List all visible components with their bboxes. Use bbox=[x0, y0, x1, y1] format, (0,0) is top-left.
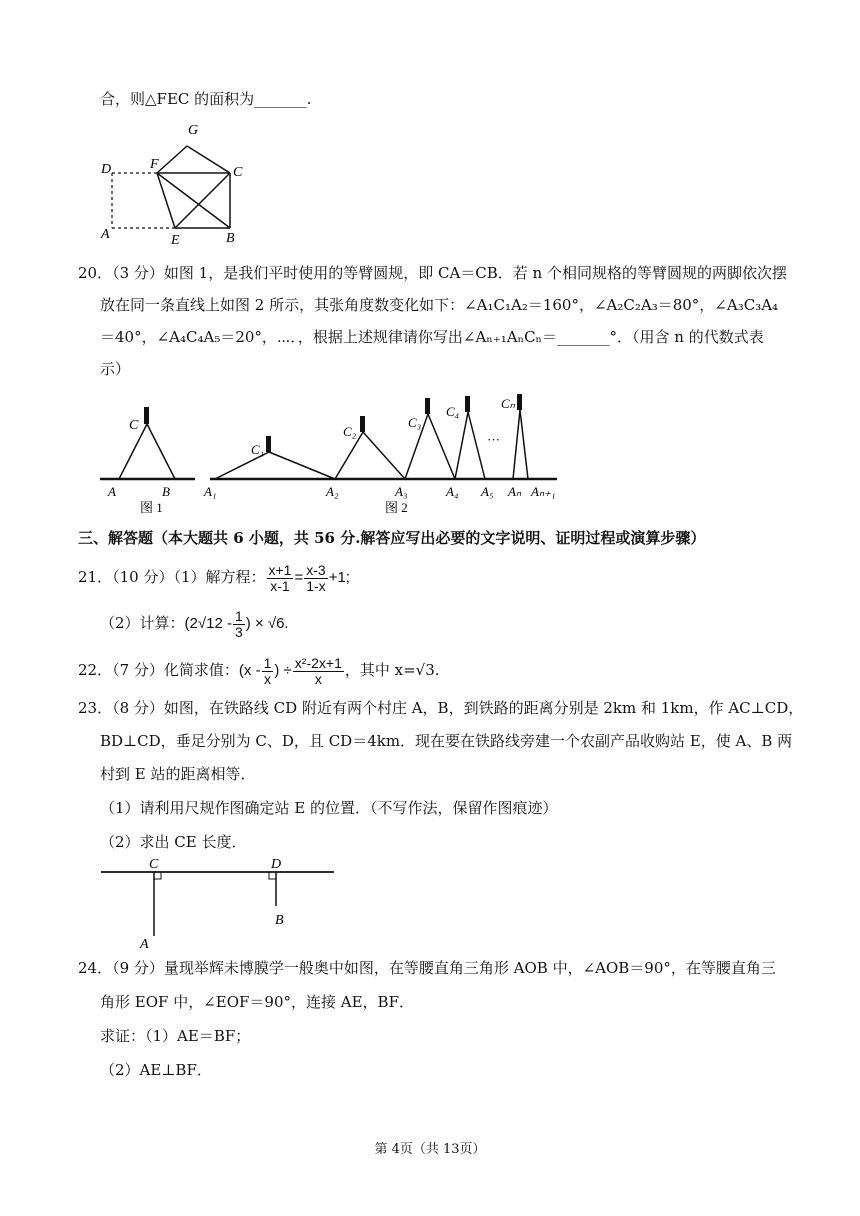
q21-tail: +1; bbox=[328, 569, 350, 586]
q20-line4: 示） bbox=[100, 360, 131, 378]
q20-line1: 20．（3 分）如图 1，是我们平时使用的等臂圆规，即 CA＝CB．若 n 个相同规格的等臂圆规的两脚依次摆 bbox=[78, 264, 787, 282]
fig2-ellipsis: ··· bbox=[487, 432, 500, 447]
q21-part1 bbox=[78, 562, 350, 594]
fig1-label-b: B bbox=[162, 484, 170, 499]
fig2-label-an1: Aₙ₊₁ bbox=[531, 484, 556, 499]
q23-line1: 23．（8 分）如图，在铁路线 CD 附近有两个村庄 A，B，到铁路的距离分别是 2km 和 1km，作 AC⊥CD， bbox=[78, 699, 804, 717]
q23-p1: （1）请利用尺规作图确定站 E 的位置．（不写作法，保留作图痕迹） bbox=[100, 799, 558, 817]
q20-line2: 放在同一条直线上如图 2 所示，其张角度数变化如下：∠A₁C₁A₂＝160°，∠A₂C₂A₃＝80°，∠A₃C₃A₄ bbox=[100, 296, 779, 314]
q22-frac2: $\frac{\text{x²-2x+1}}{x}$ bbox=[294, 654, 342, 687]
q23-p2: （2）求出 CE 长度． bbox=[100, 833, 247, 851]
fig2-label-c2: C₂ bbox=[343, 424, 357, 439]
q23-label-d: D bbox=[271, 857, 282, 872]
fig19-diagram bbox=[95, 118, 255, 248]
q21-frac2: $\frac{x-3}{1-x}$ bbox=[306, 561, 326, 594]
q21-p2prefix: （2）计算： bbox=[100, 614, 185, 632]
q23-label-c: C bbox=[149, 857, 159, 872]
q23-label-a: A bbox=[140, 937, 149, 952]
q22-expr-b: ) ÷ bbox=[274, 662, 292, 679]
q19-tail: 合，则△FEC 的面积为_______. bbox=[100, 90, 312, 108]
q21-eq: = bbox=[294, 569, 304, 586]
q22-prefix: 22．（7 分）化简求值： bbox=[78, 661, 239, 679]
fig2-label-c1: C₁ bbox=[251, 442, 265, 457]
fig19-label-a: A bbox=[101, 227, 110, 242]
fig2-label-an: Aₙ bbox=[508, 484, 522, 499]
q22-expr-a: (x - bbox=[238, 662, 261, 679]
q21-prefix: 21．（10 分）（1）解方程： bbox=[78, 568, 266, 586]
page-footer: 第 4页（共 13页） bbox=[374, 1142, 486, 1157]
q24-line3: 求证：（1）AE＝BF； bbox=[100, 1027, 251, 1045]
q24-line1: 24．（9 分）量现举辉未博膜学一般奥中如图，在等腰直角三角形 AOB 中，∠AOB＝90°，在等腰直角三 bbox=[78, 959, 776, 977]
fig1-label-a: A bbox=[108, 484, 116, 499]
fig1-caption: 图 1 bbox=[140, 500, 163, 515]
fig19-label-g: G bbox=[188, 123, 199, 138]
section3-title: 三、解答题（本大题共 6 小题，共 56 分.解答应写出必要的文字说明、证明过程或演算步骤） bbox=[78, 529, 706, 547]
q21-frac1: $\frac{x+1}{x-1}$ bbox=[268, 561, 292, 594]
fig19-label-e: E bbox=[171, 233, 180, 248]
fig2-label-cn: Cₙ bbox=[501, 396, 515, 411]
q21-p2frac: $\frac{1}{3}$ bbox=[234, 607, 243, 640]
fig2-label-a5: A₅ bbox=[481, 484, 494, 499]
q24-line4: （2）AE⊥BF． bbox=[100, 1061, 212, 1079]
fig2-label-a1: A₁ bbox=[204, 484, 217, 499]
q21-p2expr-a: (2√12 - bbox=[184, 615, 232, 632]
fig2-label-c4: C₄ bbox=[446, 404, 460, 419]
fig20-diagram bbox=[95, 392, 565, 522]
fig19-label-b: B bbox=[226, 231, 235, 246]
q21-p2expr-b: ) × √6. bbox=[245, 615, 289, 632]
q24-line2: 角形 EOF 中，∠EOF＝90°，连接 AE，BF． bbox=[100, 993, 414, 1011]
fig2-label-a2: A₂ bbox=[326, 484, 339, 499]
fig2-label-c3: C₃ bbox=[408, 415, 422, 430]
fig19-label-d: D bbox=[101, 162, 112, 177]
fig19-label-f: F bbox=[150, 157, 159, 172]
fig19-label-c: C bbox=[233, 165, 243, 180]
fig2-label-a3: A₃ bbox=[395, 484, 408, 499]
q22-frac1: $\frac{1}{x}$ bbox=[263, 654, 272, 687]
q23-figure bbox=[98, 852, 343, 952]
q23-line2: BD⊥CD，垂足分别为 C、D，且 CD＝4km．现在要在铁路线旁建一个农副产品收购站 E，使 A、B 两 bbox=[100, 732, 793, 750]
q22 bbox=[78, 655, 440, 687]
q23-label-b: B bbox=[275, 913, 284, 928]
fig1-label-c: C bbox=[129, 418, 139, 433]
q22-tail: ，其中 x=√3. bbox=[344, 661, 440, 679]
fig2-label-a4: A₄ bbox=[446, 484, 459, 499]
q21-part2 bbox=[100, 608, 289, 640]
q23-line3: 村到 E 站的距离相等． bbox=[100, 765, 256, 783]
fig2-caption: 图 2 bbox=[385, 500, 408, 515]
q20-line3: ＝40°，∠A₄C₄A₅＝20°，⋯．，根据上述规律请你写出∠Aₙ₊₁AₙCₙ＝_______°．（用含 n 的代数式表 bbox=[100, 328, 764, 346]
